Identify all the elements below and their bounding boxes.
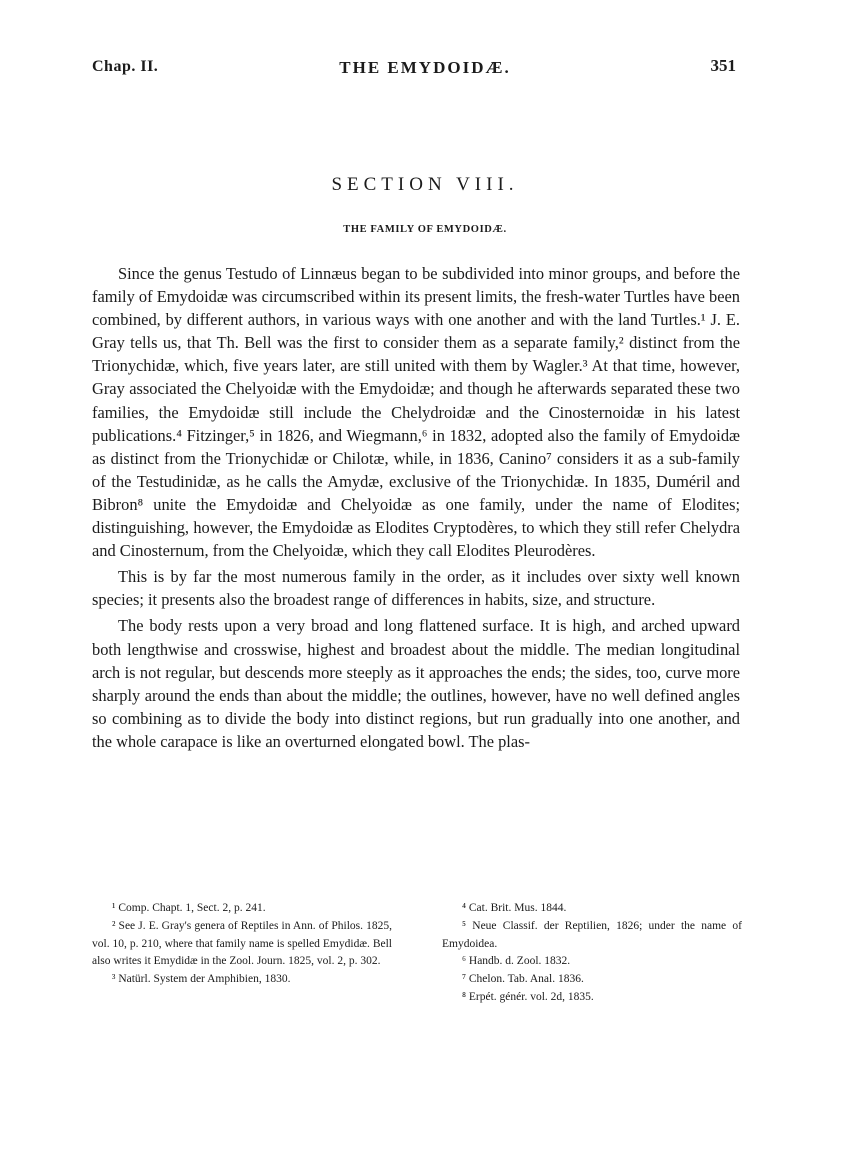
footnote: ⁵ Neue Classif. der Reptilien, 1826; under the name of Emydoidea. [442, 919, 742, 950]
paragraph: The body rests upon a very broad and long flattened surface. It is high, and arched upward both lengthwise and crosswise, highest and broadest about the middle. The median longitudinal arch is not regular, but descends more steeply as it approaches the ends; the sides, too, curve more sharply around the ends than about the middle; the outlines, however, have no well defined angles so combining as to divide the body into distinct regions, but run gradually into one another, and the whole carapace is like an overturned elongated bowl. The plas- [92, 616, 740, 751]
footnote: ⁴ Cat. Brit. Mus. 1844. [462, 902, 567, 914]
body-text [92, 262, 740, 756]
footnote: ³ Natürl. System der Amphibien, 1830. [112, 973, 291, 986]
section-subtitle: THE FAMILY OF EMYDOIDÆ. [343, 224, 507, 235]
footnote: ² See J. E. Gray's genera of Reptiles in Ann. of Philos. 1825, vol. 10, p. 210, where that family name is spelled Emydidæ. Bell also writes it Emydidæ in the Zool. Journ. 1825, vol. 2, p. 302. [92, 919, 392, 968]
footnotes-left-column [92, 900, 392, 1007]
footnote: ⁸ Erpét. génér. vol. 2d, 1835. [462, 990, 594, 1003]
section-title: SECTION VIII. [331, 174, 519, 195]
page-number: 351 [710, 56, 736, 75]
footnote: ¹ Comp. Chapt. 1, Sect. 2, p. 241. [112, 902, 266, 914]
paragraph: This is by far the most numerous family in the order, as it includes over sixty well known species; it presents also the broadest range of differences in habits, size, and structure. [92, 567, 740, 610]
footnotes [92, 900, 742, 1007]
footnote: ⁶ Handb. d. Zool. 1832. [462, 955, 571, 968]
running-header-title: THE EMYDOIDÆ. [339, 58, 511, 77]
footnotes-right-column [442, 900, 742, 1007]
paragraph: Since the genus Testudo of Linnæus began to be subdivided into minor groups, and before the family of Emydoidæ was circumscribed within its present limits, the fresh-water Turtles have been combined, by different authors, in various ways with one another and with the land Turtles.¹ J. E. Gray tells us, that Th. Bell was the first to consider them as a separate family,² distinct from the Trionychidæ, which, five years later, are still united with them by Wagler.³ At that time, however, Gray associated the Chelyoidæ with the Emydoidæ; and though he afterwards separated these two families, the Emydoidæ still include the Chelydroidæ and the Cinosternoidæ in his latest publications.⁴ Fitzinger,⁵ in 1826, and Wiegmann,⁶ in 1832, adopted also the family of Emydoidæ as distinct from the Trionychidæ or Chilotæ, while, in 1836, Canino⁷ considers it as a sub-family of the Testudinidæ, as he calls the Amydæ, exclusive of the Trionychidæ. In 1835, Duméril and Bibron⁸ unite the Emydoidæ and Chelyoidæ as one family, under the name of Elodites; distinguishing, however, the Emydoidæ as Elodites Cryptodères, to which they still refer Chelydra and Cinosternum, from the Chelyoidæ, which they call Elodites Pleurodères. [92, 264, 740, 561]
footnote: ⁷ Chelon. Tab. Anal. 1836. [462, 973, 584, 986]
running-header-chapter: Chap. II. [92, 58, 159, 75]
